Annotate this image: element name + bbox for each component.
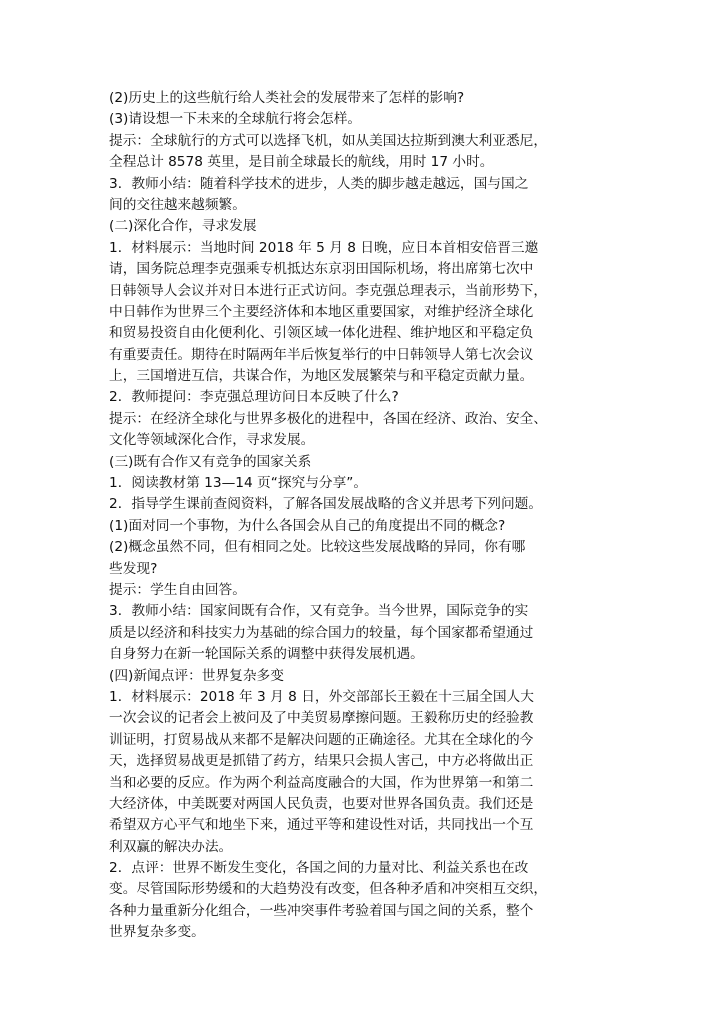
text-line: 些发现? [109,560,158,577]
section-heading: (二)深化合作，寻求发展 [109,218,257,235]
text-line: 提示：在经济全球化与世界多极化的进程中，各国在经济、政治、安全、 [109,410,548,427]
text-line: (2)历史上的这些航行给人类社会的发展带来了怎样的影响? [109,90,465,106]
text-line: 和贸易投资自由化便利化、引领区域一体化进程、维护地区和平稳定负 [109,325,534,342]
text-line: 1．材料展示：2018 年 3 月 8 日，外交部部长王毅在十三届全国人大 [109,688,534,705]
text-line: (2)概念虽然不同，但有相同之处。比较这些发展战略的异同，你有哪 [109,539,526,556]
text-line: 日韩领导人会议并对日本进行正式访问。李克强总理表示，当前形势下， [109,282,548,299]
text-line: 文化等领域深化合作，寻求发展。 [109,432,315,449]
text-line: (1)面对同一个事物，为什么各国会从自己的角度提出不同的概念? [109,517,506,534]
text-line: 变。尽管国际形势缓和的大趋势没有改变，但各种矛盾和冲突相互交织， [109,881,548,898]
text-line: 中日韩作为世界三个主要经济体和本地区重要国家，对维护经济全球化 [109,303,534,320]
text-line: 利双赢的解决办法。 [109,838,233,855]
text-line: (3)请设想一下未来的全球航行将会怎样。 [109,111,362,128]
text-line: 提示：全球航行的方式可以选择飞机，如从美国达拉斯到澳大利亚悉尼， [109,132,548,149]
text-line: 各种力量重新分化组合，一些冲突事件考验着国与国之间的关系，整个 [109,902,534,919]
text-line: 世界复杂多变。 [109,924,205,941]
text-line: 质是以经济和科技实力为基础的综合国力的较量，每个国家都希望通过 [109,624,534,641]
text-line: 2．点评：世界不断发生变化，各国之间的力量对比、利益关系也在改 [109,860,529,877]
section-heading: (三)既有合作又有竞争的国家关系 [109,453,312,470]
text-line: 3．教师小结：国家间既有合作，又有竞争。当今世界，国际竞争的实 [109,603,529,620]
text-line: 希望双方心平气和地坐下来，通过平等和建设性对话，共同找出一个互 [109,817,534,834]
text-line: 1．材料展示：当地时间 2018 年 5 月 8 日晚，应日本首相安倍晋三邀 [109,239,539,256]
text-line: 自身努力在新一轮国际关系的调整中获得发展机遇。 [109,646,424,663]
section-heading: (四)新闻点评：世界复杂多变 [109,667,284,684]
text-line: 有重要责任。期待在时隔两年半后恢复举行的中日韩领导人第七次会议 [109,346,534,363]
text-line: 当和必要的反应。作为两个利益高度融合的大国，作为世界第一和第二 [109,774,534,791]
text-line: 天，选择贸易战更是抓错了药方，结果只会损人害己，中方必将做出正 [109,753,534,770]
text-line: 请，国务院总理李克强乘专机抵达东京羽田国际机场，将出席第七次中 [109,261,534,278]
text-line: 训证明，打贸易战从来都不是解决问题的正确途径。尤其在全球化的今 [109,731,534,748]
text-line: 2．指导学生课前查阅资料，了解各国发展战略的含义并思考下列问题。 [109,496,543,513]
text-line: 3．教师小结：随着科学技术的进步，人类的脚步越走越远，国与国之 [109,175,529,192]
text-line: 一次会议的记者会上被问及了中美贸易摩擦问题。王毅称历史的经验教 [109,710,534,727]
text-line: 上，三国增进互信，共谋合作，为地区发展繁荣与和平稳定贡献力量。 [109,368,534,385]
text-line: 间的交往越来越频繁。 [109,196,246,213]
text-line: 提示：学生自由回答。 [109,581,246,598]
text-line: 大经济体，中美既要对两国人民负责，也要对世界各国负责。我们还是 [109,795,534,812]
document-page [109,88,619,944]
text-line: 1．阅读教材第 13—14 页“探究与分享”。 [109,475,368,492]
text-line: 2．教师提问：李克强总理访问日本反映了什么? [109,389,399,406]
text-line: 全程总计 8578 英里，是目前全球最长的航线，用时 17 小时。 [109,154,494,171]
